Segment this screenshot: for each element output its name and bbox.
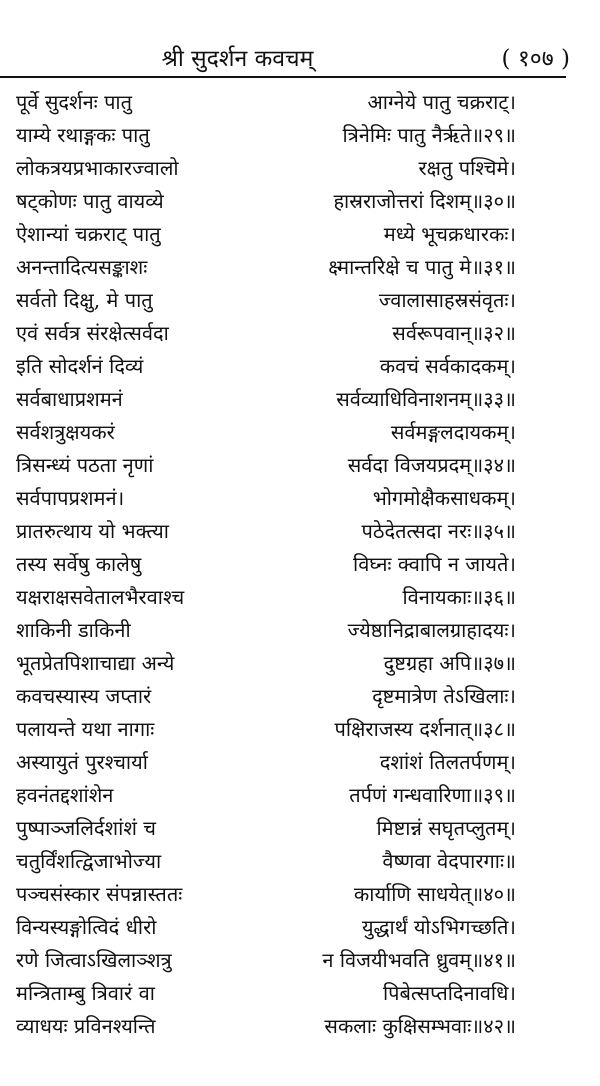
verse-line-first-half: सर्वपापप्रशमनं। — [16, 486, 125, 510]
verse-line-first-half: पूर्वे सुदर्शनः पातु — [16, 90, 133, 114]
verse-line-second-half: आग्नेये पातु चक्रराट्। — [367, 90, 516, 114]
page-title: श्री सुदर्शन कवचम् — [161, 46, 314, 72]
verse-line-second-half: वैष्णवा वेदपारगाः॥ — [382, 849, 516, 873]
page-header — [0, 0, 600, 76]
verse-line-first-half: हवनंतद्दशांशेन — [16, 783, 114, 807]
verse-line — [16, 581, 516, 614]
verse-line — [16, 218, 516, 251]
verse-line — [16, 977, 516, 1010]
verse-line-second-half: पक्षिराजस्य दर्शनात्॥३८॥ — [334, 717, 516, 741]
verse-line-second-half: कवचं सर्वकादकम्। — [379, 354, 516, 378]
verse-line — [16, 482, 516, 515]
verse-line-second-half: युद्धार्थं योऽभिगच्छति। — [361, 915, 516, 939]
verse-line-first-half: पुष्पाञ्जलिर्दशांशं च — [16, 816, 156, 840]
verse-line-second-half: कार्याणि साधयेत्॥४०॥ — [353, 882, 516, 906]
verse-line-first-half: ऐशान्यां चक्रराट् पातु — [16, 222, 161, 246]
verse-line-first-half: षट्कोणः पातु वायव्ये — [16, 189, 164, 213]
verse-line-first-half: विन्यस्यङ्गोत्विदं धीरो — [16, 915, 157, 939]
verse-line-second-half: विनायकाः॥३६॥ — [402, 585, 516, 609]
verse-line — [16, 251, 516, 284]
verse-line — [16, 383, 516, 416]
verse-line-second-half: भोगमोक्षैकसाधकम्। — [372, 486, 516, 510]
verse-line-second-half: ज्येष्ठानिद्राबालग्राहादयः। — [347, 618, 516, 642]
verse-line-first-half: सर्वबाधाप्रशमनं — [16, 387, 123, 411]
verse-line-first-half: सर्वशत्रुक्षयकरं — [16, 420, 115, 444]
verse-line — [16, 1010, 516, 1043]
verse-line — [16, 713, 516, 746]
verse-line-first-half: अनन्तादित्यसङ्काशः — [16, 255, 148, 279]
verse-block — [16, 86, 516, 1043]
verse-line — [16, 647, 516, 680]
verse-line — [16, 449, 516, 482]
verse-line — [16, 746, 516, 779]
verse-line-first-half: पलायन्ते यथा नागाः — [16, 717, 155, 741]
verse-line — [16, 548, 516, 581]
verse-line-first-half: चतुर्विंशत्द्विजाभोज्या — [16, 849, 162, 873]
verse-line-second-half: त्रिनेमिः पातु नैर्ऋते॥२९॥ — [342, 123, 516, 147]
verse-line-first-half: याम्ये रथाङ्गकः पातु — [16, 123, 150, 147]
verse-line-second-half: हास्रराजोत्तरां दिशम्॥३०॥ — [333, 189, 516, 213]
verse-line-second-half: दुष्टग्रहा अपि॥३७॥ — [383, 651, 516, 675]
verse-line — [16, 812, 516, 845]
verse-line-second-half: सर्वव्याधिविनाशनम्॥३३॥ — [336, 387, 516, 411]
verse-line-first-half: रणे जित्वाऽखिलाञ्शत्रु — [16, 948, 172, 972]
verse-line-first-half: प्रातरुत्थाय यो भक्त्या — [16, 519, 169, 543]
verse-line-second-half: सकलाः कुक्षिसम्भवाः॥४२॥ — [324, 1014, 516, 1038]
verse-line-second-half: न विजयीभवति ध्रुवम्॥४१॥ — [322, 948, 516, 972]
verse-line-second-half: रक्षतु पश्चिमे। — [418, 156, 516, 180]
verse-line-first-half: पञ्चसंस्कार संपन्नास्ततः — [16, 882, 183, 906]
verse-line-first-half: भूतप्रेतपिशाचाद्या अन्ये — [16, 651, 175, 675]
verse-line-second-half: मिष्टान्नं सघृतप्लुतम्। — [376, 816, 516, 840]
verse-line-second-half: दशांशं तिलतर्पणम्। — [379, 750, 516, 774]
verse-line — [16, 779, 516, 812]
verse-line-first-half: यक्षराक्षसवेतालभैरवाश्च — [16, 585, 185, 609]
header-rule — [0, 76, 566, 78]
verse-line — [16, 185, 516, 218]
verse-line-second-half: सर्वमङ्गलदायकम्। — [390, 420, 516, 444]
verse-line — [16, 944, 516, 977]
verse-line-second-half: पठेदेतत्सदा नरः॥३५॥ — [361, 519, 516, 543]
verse-line — [16, 119, 516, 152]
verse-line — [16, 416, 516, 449]
verse-line-second-half: पिबेत्सप्तदिनावधि। — [382, 981, 516, 1005]
verse-line-first-half: कवचस्यास्य जप्तारं — [16, 684, 152, 708]
verse-line-second-half: दृष्टमात्रेण तेऽखिलाः। — [372, 684, 516, 708]
verse-line — [16, 317, 516, 350]
verse-line — [16, 515, 516, 548]
verse-line-first-half: सर्वतो दिक्षु, मे पातु — [16, 288, 153, 312]
verse-line — [16, 614, 516, 647]
verse-line-second-half: ज्वालासाहस्रसंवृतः। — [378, 288, 516, 312]
verse-line-first-half: व्याधयः प्रविनश्यन्ति — [16, 1014, 156, 1038]
verse-line-first-half: एवं सर्वत्र संरक्षेत्सर्वदा — [16, 321, 169, 345]
verse-line-first-half: लोकत्रयप्रभाकारज्वालो — [16, 156, 179, 180]
verse-line — [16, 680, 516, 713]
verse-line — [16, 911, 516, 944]
verse-line-first-half: तस्य सर्वेषु कालेषु — [16, 552, 142, 576]
verse-line-second-half: विघ्नः क्वापि न जायते। — [353, 552, 516, 576]
verse-line-first-half: त्रिसन्ध्यं पठता नृणां — [16, 453, 154, 477]
verse-line-second-half: तर्पणं गन्धवारिणा॥३९॥ — [349, 783, 516, 807]
verse-line — [16, 86, 516, 119]
verse-line-first-half: मन्त्रिताम्बु त्रिवारं वा — [16, 981, 155, 1005]
verse-line-first-half: इति सोदर्शनं दिव्यं — [16, 354, 144, 378]
verse-line — [16, 845, 516, 878]
page-number: ( १०७ ) — [501, 46, 570, 72]
verse-line-second-half: सर्वदा विजयप्रदम्॥३४॥ — [347, 453, 516, 477]
verse-line-second-half: मध्ये भूचक्रधारकः। — [383, 222, 516, 246]
verse-line-first-half: अस्यायुतं पुरश्चार्या — [16, 750, 148, 774]
verse-line — [16, 878, 516, 911]
verse-line-first-half: शाकिनी डाकिनी — [16, 618, 131, 642]
verse-line-second-half: सर्वरूपवान्॥३२॥ — [392, 321, 516, 345]
verse-line — [16, 152, 516, 185]
verse-line-second-half: क्ष्मान्तरिक्षे च पातु मे॥३१॥ — [328, 255, 516, 279]
verse-line — [16, 350, 516, 383]
verse-line — [16, 284, 516, 317]
